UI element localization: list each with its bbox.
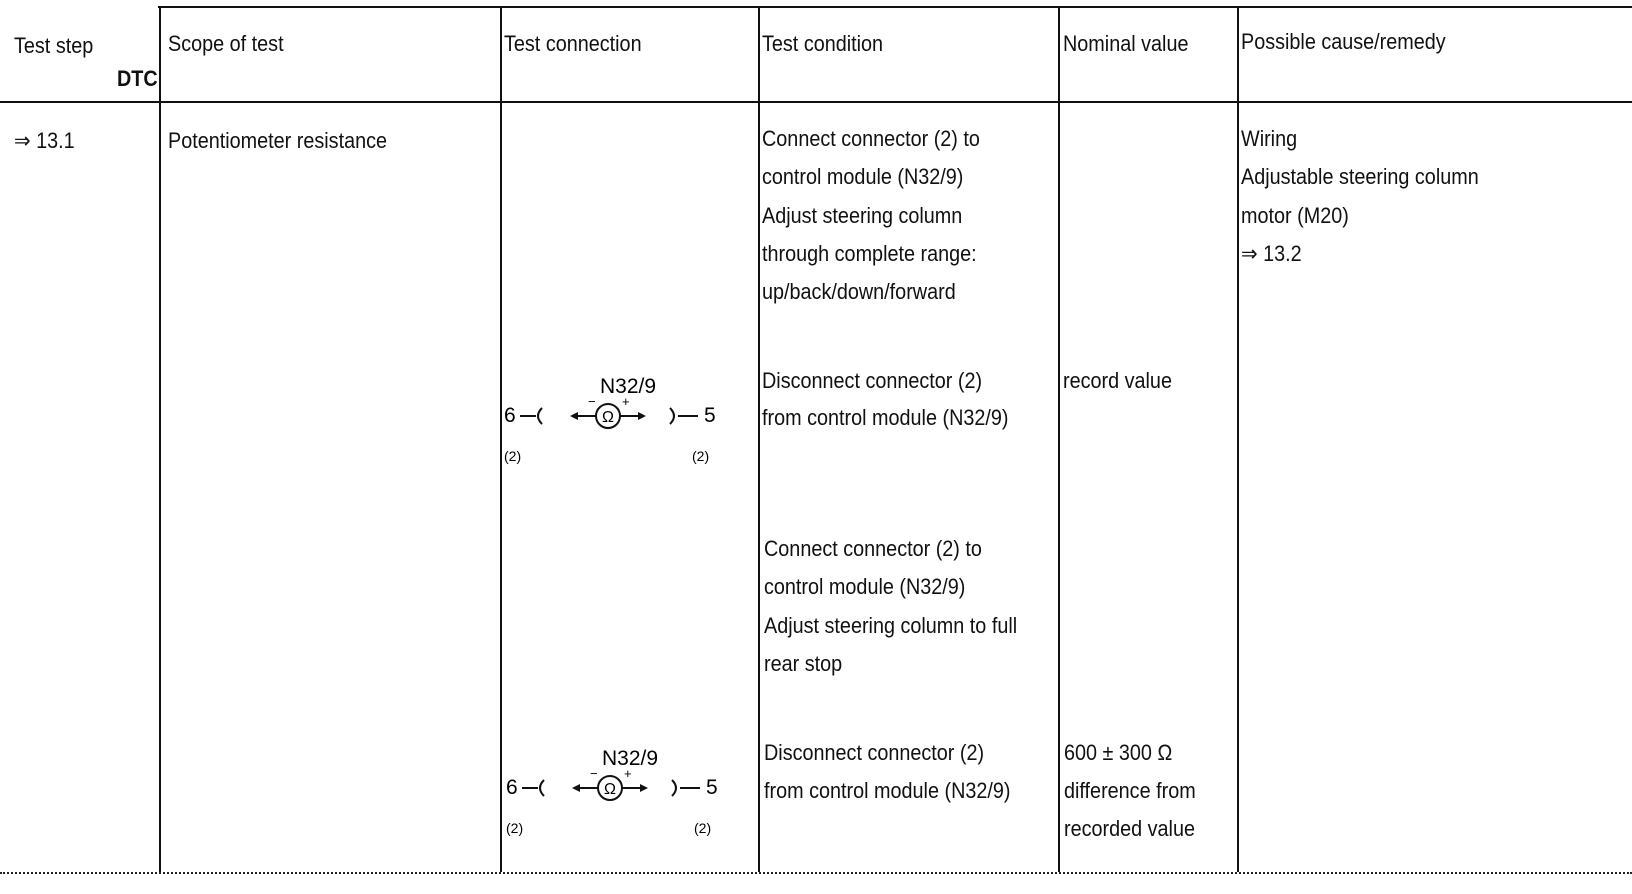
condition-line: up/back/down/forward (762, 279, 956, 304)
ohmmeter-diagram (502, 376, 752, 476)
pin-left: 6 (506, 776, 518, 799)
connection-diagram-1 (502, 376, 752, 476)
header-dtc: DTC (117, 66, 158, 91)
table-top-border (158, 6, 1632, 8)
connector-left-icon (538, 408, 542, 424)
condition-line: Adjust steering column (762, 203, 963, 228)
cause-line: motor (M20) (1241, 203, 1349, 228)
scope-text: Potentiometer resistance (168, 128, 388, 153)
nominal-line: difference from (1064, 778, 1196, 803)
svg-text:Ω: Ω (604, 781, 616, 798)
ohmmeter-diagram (504, 748, 754, 848)
pin-right: 5 (706, 776, 718, 799)
header-test-condition: Test condition (762, 31, 884, 56)
svg-text:−: − (590, 766, 598, 781)
nominal-line: recorded value (1064, 816, 1195, 841)
arrow-left-icon (572, 784, 580, 792)
condition-line: control module (N32/9) (764, 574, 966, 599)
svg-text:+: + (622, 394, 630, 409)
condition-line: Disconnect connector (2) (764, 740, 985, 765)
condition-line: Disconnect connector (2) (762, 368, 983, 393)
header-test-step: Test step (14, 33, 94, 58)
nominal-line: 600 ± 300 Ω (1064, 740, 1173, 765)
svg-text:+: + (624, 766, 632, 781)
connector-tag-left: (2) (506, 820, 524, 836)
condition-line: rear stop (764, 651, 843, 676)
svg-text:−: − (588, 394, 596, 409)
arrow-right-icon (638, 412, 646, 420)
condition-line: Connect connector (2) to (762, 126, 980, 151)
svg-text:Ω: Ω (602, 409, 614, 426)
connection-diagram-2 (504, 748, 754, 848)
connector-right-icon (670, 408, 674, 424)
col-divider-1 (159, 6, 161, 872)
condition-line: Connect connector (2) to (764, 536, 982, 561)
header-bottom-border (0, 101, 1632, 103)
table-bottom-border (0, 872, 1632, 874)
test-step-number: ⇒ 13.1 (14, 128, 75, 153)
module-label: N32/9 (601, 748, 659, 770)
condition-line: Adjust steering column to full (764, 613, 1018, 638)
header-test-connection: Test connection (504, 31, 642, 56)
connector-tag-right: (2) (692, 448, 710, 464)
arrow-right-icon (640, 784, 648, 792)
col-divider-3 (758, 6, 760, 872)
col-divider-4 (1058, 6, 1060, 872)
cause-line: Wiring (1241, 126, 1298, 151)
nominal-value-1: record value (1063, 368, 1172, 393)
arrow-left-icon (570, 412, 578, 420)
connector-tag-left: (2) (504, 448, 522, 464)
condition-line: control module (N32/9) (762, 164, 964, 189)
condition-line: from control module (N32/9) (762, 405, 1009, 430)
header-scope-of-test: Scope of test (168, 31, 284, 56)
condition-line: from control module (N32/9) (764, 778, 1011, 803)
cause-line: ⇒ 13.2 (1241, 241, 1302, 266)
col-divider-5 (1237, 6, 1239, 872)
cause-line: Adjustable steering column (1241, 164, 1479, 189)
connector-right-icon (672, 780, 676, 796)
pin-right: 5 (704, 404, 716, 427)
condition-line: through complete range: (762, 241, 977, 266)
connector-tag-right: (2) (694, 820, 712, 836)
module-label: N32/9 (599, 376, 657, 398)
pin-left: 6 (504, 404, 516, 427)
connector-left-icon (540, 780, 544, 796)
header-nominal-value: Nominal value (1063, 31, 1189, 56)
header-possible-cause: Possible cause/remedy (1241, 29, 1446, 54)
